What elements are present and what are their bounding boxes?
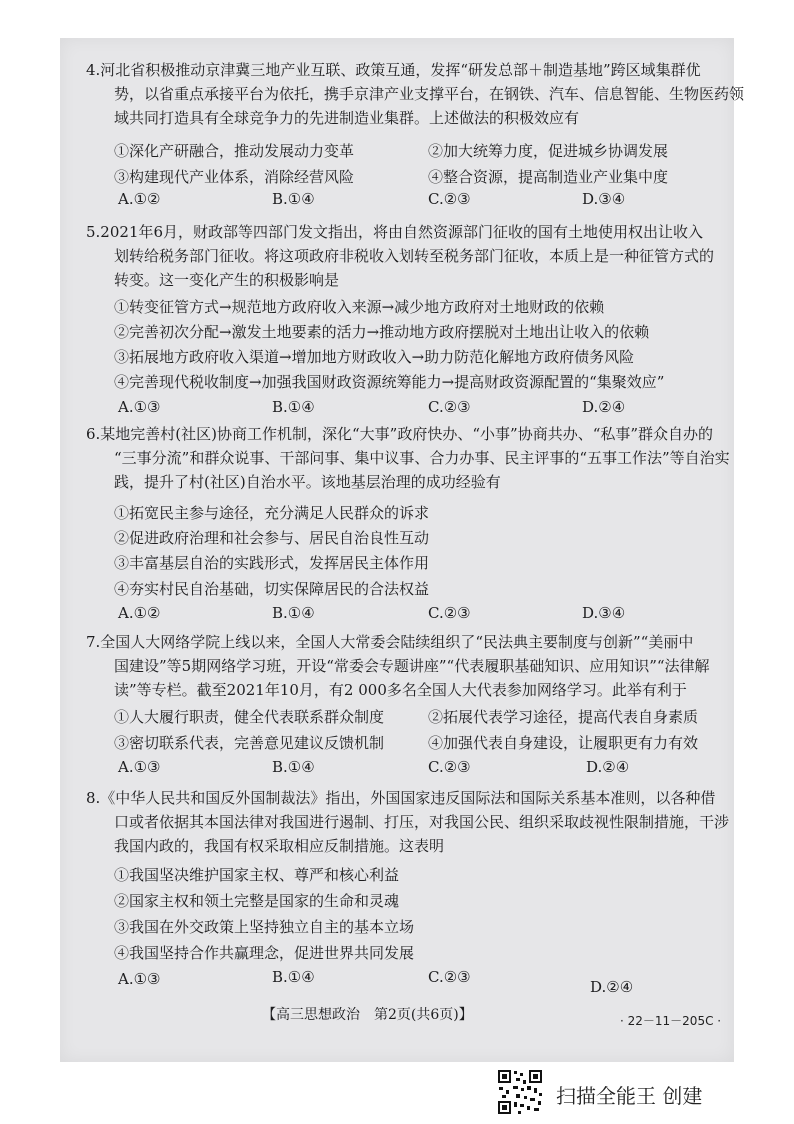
choice-b: B.①④	[272, 190, 315, 208]
choice-b: B.①④	[272, 398, 315, 416]
question-5-stem	[86, 220, 716, 292]
option-1: ①转变征管方式→规范地方政府收入来源→减少地方政府对土地财政的依赖	[114, 298, 605, 316]
option-2: ②加大统筹力度，促进城乡协调发展	[428, 142, 669, 160]
choice-a: A.①②	[118, 604, 161, 622]
stem-line: 8.《中华人民共和国反外国制裁法》指出，外国国家违反国际法和国际关系基本准则，以各种借	[86, 789, 716, 807]
choice-d: D.②④	[586, 758, 630, 776]
stem-line: 转变。这一变化产生的积极影响是	[114, 271, 340, 289]
choice-d: D.③④	[582, 604, 626, 622]
option-2: ②国家主权和领土完整是国家的生命和灵魂	[114, 892, 400, 910]
option-4: ④我国坚持合作共赢理念，促进世界共同发展	[114, 944, 415, 962]
choice-c: C.②③	[428, 190, 471, 208]
choice-b: B.①④	[272, 604, 315, 622]
question-8-stem	[86, 786, 730, 858]
stem-line: 4.河北省积极推动京津冀三地产业互联、政策互通，发挥“研发总部＋制造基地”跨区域集群优	[86, 61, 701, 79]
scanner-credit-text: 扫描全能王 创建	[556, 1084, 703, 1108]
stem-line: 划转给税务部门征收。将这项政府非税收入划转至税务部门征收，本质上是一种征管方式的	[114, 247, 715, 265]
choice-a: A.①③	[118, 970, 161, 988]
stem-line: 国建设”等5期网络学习班，开设“常委会专题讲座”“代表履职基础知识、应用知识”“法律解	[114, 657, 710, 675]
option-2: ②促进政府治理和社会参与、居民自治良性互动	[114, 529, 430, 547]
option-3: ③丰富基层自治的实践形式，发挥居民主体作用	[114, 554, 430, 572]
stem-line: 势，以省重点承接平台为依托，携手京津产业支撑平台，在钢铁、汽车、信息智能、生物医药领	[114, 85, 745, 103]
question-4-stem	[86, 58, 745, 130]
stem-line: 6.某地完善村(社区)协商工作机制，深化“大事”政府快办、“小事”协商共办、“私事”群众自办的	[86, 425, 714, 443]
page-footer-label: 【高三思想政治 第2页(共6页)】	[262, 1007, 473, 1023]
stem-line: 域共同打造具有全球竞争力的先进制造业集群。上述做法的积极效应有	[114, 109, 580, 127]
choice-c: C.②③	[428, 758, 471, 776]
option-1: ①我国坚决维护国家主权、尊严和核心利益	[114, 866, 400, 884]
stem-line: 7.全国人大网络学院上线以来，全国人大常委会陆续组织了“民法典主要制度与创新”“美丽中	[86, 633, 694, 651]
choice-d: D.②④	[590, 978, 634, 996]
stem-line: “三事分流”和群众说事、干部问事、集中议事、合力办事、民主评事的“五事工作法”等自治实	[114, 449, 730, 467]
choice-a: A.①②	[118, 190, 161, 208]
qr-code-icon	[496, 1068, 544, 1116]
option-2: ②拓展代表学习途径，提高代表自身素质	[428, 708, 699, 726]
option-4: ④夯实村民自治基础，切实保障居民的合法权益	[114, 580, 430, 598]
stem-line: 践，提升了村(社区)自治水平。该地基层治理的成功经验有	[114, 473, 501, 491]
choice-d: D.②④	[582, 398, 626, 416]
choice-a: A.①③	[118, 758, 161, 776]
stem-line: 读”等专栏。截至2021年10月，有2 000多名全国人大代表参加网络学习。此举有利于	[114, 681, 687, 699]
option-3: ③构建现代产业体系，消除经营风险	[114, 168, 355, 186]
option-1: ①人大履行职责，健全代表联系群众制度	[114, 708, 385, 726]
option-4: ④完善现代税收制度→加强我国财政资源统筹能力→提高财政资源配置的“集聚效应”	[114, 373, 665, 391]
option-4: ④整合资源，提高制造业产业集中度	[428, 168, 669, 186]
option-3: ③密切联系代表，完善意见建议反馈机制	[114, 734, 385, 752]
option-1: ①深化产研融合，推动发展动力变革	[114, 142, 355, 160]
option-1: ①拓宽民主参与途径，充分满足人民群众的诉求	[114, 504, 430, 522]
question-7-stem	[86, 630, 716, 702]
option-4: ④加强代表自身建设，让履职更有力有效	[428, 734, 699, 752]
option-3: ③我国在外交政策上坚持独立自主的基本立场	[114, 918, 415, 936]
choice-a: A.①③	[118, 398, 161, 416]
option-2: ②完善初次分配→激发土地要素的活力→推动地方政府摆脱对土地出让收入的依赖	[114, 323, 650, 341]
stem-line: 口或者依据其本国法律对我国进行遏制、打压，对我国公民、组织采取歧视性限制措施，干涉	[114, 813, 730, 831]
choice-d: D.③④	[582, 190, 626, 208]
question-6-stem	[86, 422, 730, 494]
option-3: ③拓展地方政府收入渠道→增加地方财政收入→助力防范化解地方政府债务风险	[114, 348, 635, 366]
choice-b: B.①④	[272, 968, 315, 986]
choice-c: C.②③	[428, 604, 471, 622]
choice-b: B.①④	[272, 758, 315, 776]
paper-code: · 22－11－205C ·	[620, 1014, 722, 1028]
choice-c: C.②③	[428, 968, 471, 986]
stem-line: 5.2021年6月，财政部等四部门发文指出，将由自然资源部门征收的国有土地使用权出让收入	[86, 223, 704, 241]
choice-c: C.②③	[428, 398, 471, 416]
stem-line: 我国内政的，我国有权采取相应反制措施。这表明	[114, 837, 445, 855]
